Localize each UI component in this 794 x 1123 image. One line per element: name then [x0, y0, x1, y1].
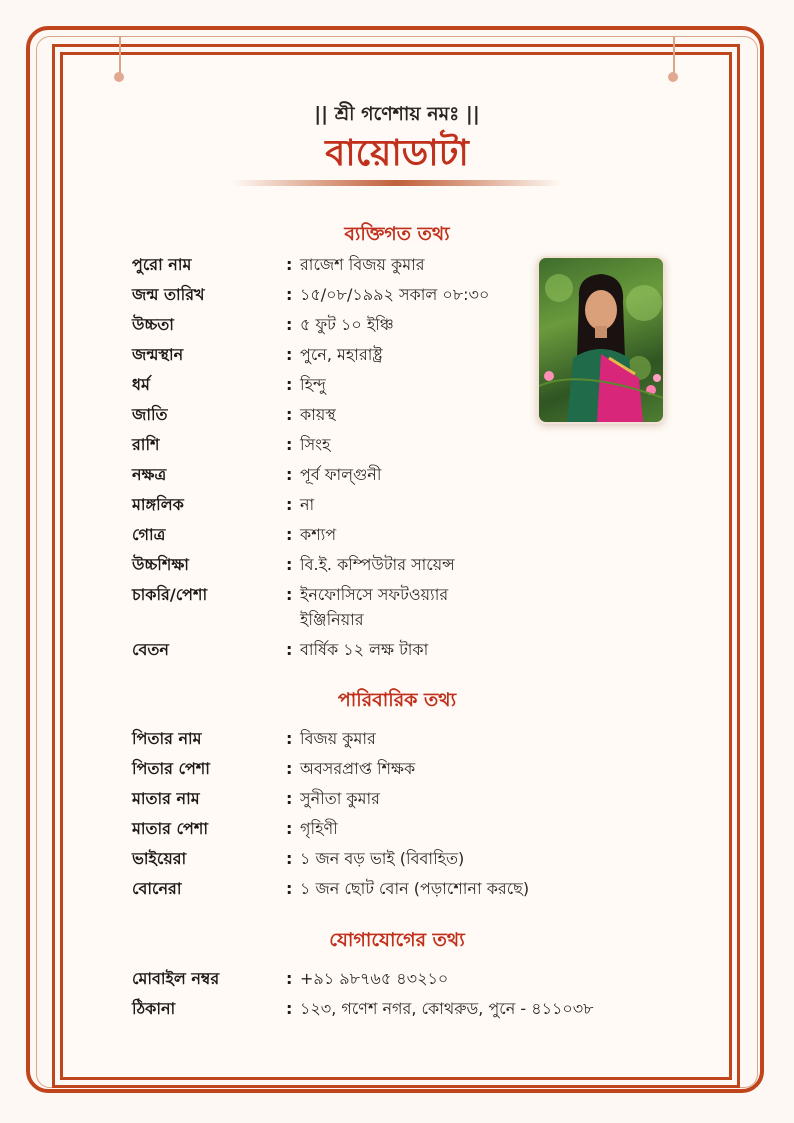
section-title-family: পারিবারিক তথ্য [337, 689, 457, 711]
section-title-personal: ব্যক্তিগত তথ্য [344, 223, 450, 245]
row-label: জাতি [132, 405, 168, 424]
row-colon: : [286, 405, 293, 424]
row-colon: : [286, 315, 293, 334]
left-bead-ornament [114, 72, 124, 82]
row-label: উচ্চতা [132, 315, 174, 334]
row-value: ১ জন বড় ভাই (বিবাহিত) [300, 849, 465, 868]
row-value: বিজয় কুমার [300, 729, 376, 748]
row-value: রাজেশ বিজয় কুমার [300, 255, 425, 274]
row-value: পূর্ব ফাল্গুনী [300, 465, 382, 484]
row-colon: : [286, 729, 293, 748]
row-colon: : [286, 640, 293, 659]
row-label: পিতার নাম [132, 729, 202, 748]
row-colon: : [286, 285, 293, 304]
row-colon: : [286, 255, 293, 274]
row-value: +৯১ ৯৮৭৬৫ ৪৩২১০ [300, 969, 449, 988]
row-value: গৃহিণী [300, 819, 338, 838]
row-colon: : [286, 819, 293, 838]
row-value: বি.ই. কম্পিউটার সায়েন্স [300, 555, 455, 574]
row-label: বেতন [132, 640, 169, 659]
row-label: নক্ষত্র [132, 465, 167, 484]
row-label: মোবাইল নম্বর [132, 969, 220, 988]
row-label: ঠিকানা [132, 999, 176, 1018]
row-label: উচ্চশিক্ষা [132, 555, 189, 574]
row-colon: : [286, 789, 293, 808]
row-label: ধর্ম [132, 375, 150, 394]
row-value: সুনীতা কুমার [300, 789, 380, 808]
row-label: ভাইয়েরা [132, 849, 187, 868]
row-value: ১৫/০৮/১৯৯২ সকাল ০৮:৩০ [300, 285, 490, 304]
page-title: বায়োডাটা [325, 133, 469, 174]
row-label: মাঙ্গলিক [132, 495, 184, 514]
row-label: মাতার নাম [132, 789, 200, 808]
row-label: রাশি [132, 435, 160, 454]
row-value: সিংহ [300, 435, 331, 454]
row-value: না [300, 495, 315, 514]
row-value: কশ্যপ [300, 525, 337, 544]
row-colon: : [286, 999, 293, 1018]
profile-photo [537, 256, 665, 424]
right-hanging-thread [673, 36, 675, 74]
row-label: জন্মস্থান [132, 345, 184, 364]
row-value: ১২৩, গণেশ নগর, কোথরুড, পুনে - ৪১১০৩৮ [300, 999, 594, 1018]
left-hanging-thread [119, 36, 121, 74]
portrait-image-icon [539, 258, 663, 422]
row-colon: : [286, 435, 293, 454]
row-label: মাতার পেশা [132, 819, 208, 838]
row-label: চাকরি/পেশা [132, 585, 208, 604]
row-colon: : [286, 465, 293, 484]
right-bead-ornament [668, 72, 678, 82]
row-colon: : [286, 849, 293, 868]
row-colon: : [286, 375, 293, 394]
row-colon: : [286, 525, 293, 544]
row-value: অবসরপ্রাপ্ত শিক্ষক [300, 759, 416, 778]
row-value: ৫ ফুট ১০ ইঞ্চি [300, 315, 394, 334]
row-label: বোনেরা [132, 879, 182, 898]
row-colon: : [286, 759, 293, 778]
title-underline [232, 180, 562, 186]
row-value: ইনফোসিসে সফটওয়্যার ইঞ্জিনিয়ার [300, 585, 449, 629]
row-label: জন্ম তারিখ [132, 285, 205, 304]
row-value: বার্ষিক ১২ লক্ষ টাকা [300, 640, 429, 659]
section-title-contact: যোগাযোগের তথ্য [329, 929, 465, 951]
row-label: পুরো নাম [132, 255, 192, 274]
row-label: পিতার পেশা [132, 759, 210, 778]
row-colon: : [286, 879, 293, 898]
row-colon: : [286, 585, 293, 604]
row-value: হিন্দু [300, 375, 326, 394]
row-value: ১ জন ছোট বোন (পড়াশোনা করছে) [300, 879, 530, 898]
row-colon: : [286, 495, 293, 514]
row-colon: : [286, 555, 293, 574]
row-colon: : [286, 969, 293, 988]
row-value: পুনে, মহারাষ্ট্র [300, 345, 383, 364]
row-value: কায়স্থ [300, 405, 336, 424]
row-colon: : [286, 345, 293, 364]
invocation-text: || শ্রী গণেশায় নমঃ || [314, 103, 480, 125]
row-label: গোত্র [132, 525, 166, 544]
